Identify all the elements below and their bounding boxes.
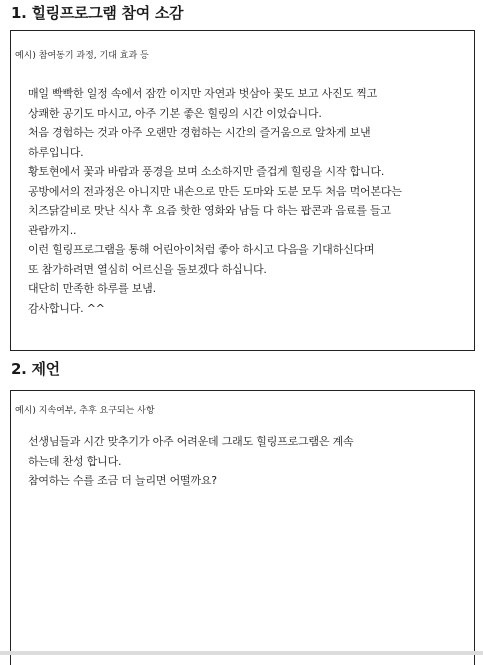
response-line: 또 참가하려면 열심히 어르신을 돌보겠다 하십니다. — [28, 262, 267, 276]
response-line: 감사합니다. ^^ — [28, 301, 105, 315]
section-2-response-text — [28, 432, 353, 491]
response-line: 이런 힐링프로그램을 통해 어린아이처럼 좋아 하시고 다음을 기대하신다며 — [28, 243, 375, 256]
section-2-response-box — [10, 390, 475, 665]
response-line: 상쾌한 공기도 마시고, 아주 기본 좋은 힐링의 시간 이었습니다. — [28, 106, 322, 120]
response-line: 선생님들과 시간 맞추기가 아주 어려운데 그래도 힐링프로그램은 계속 — [28, 435, 354, 448]
response-line: 하는데 찬성 합니다. — [28, 454, 122, 468]
response-line: 관람까지.. — [28, 223, 77, 237]
page-bottom-edge — [0, 651, 483, 655]
section-2-heading: 2. 제언 — [11, 360, 60, 378]
response-line: 참여하는 수를 조금 더 늘리면 어떨까요? — [28, 474, 217, 487]
section-1-response-box — [10, 30, 475, 351]
section-1-heading: 1. 힐링프로그램 참여 소감 — [11, 4, 184, 22]
response-line: 하루입니다. — [28, 145, 84, 159]
response-line: 치즈닭갈비로 맛난 식사 후 요즘 핫한 영화와 남들 다 하는 팝콘과 음료를 들고 — [28, 204, 391, 217]
section-1-response-text — [28, 84, 402, 318]
response-line: 대단히 만족한 하루를 보냄. — [28, 282, 156, 295]
response-line: 매일 빡빡한 일정 속에서 잠깐 이지만 자연과 벗삼아 꽃도 보고 사진도 찍고 — [28, 87, 378, 100]
section-1-example-hint: 예시) 참여동기 과정, 기대 효과 등 — [15, 51, 149, 61]
response-line: 황토현에서 꽃과 바람과 풍경을 보며 소소하지만 즐겁게 힐링을 시작 합니다. — [28, 165, 385, 178]
response-line: 공방에서의 전과정은 아니지만 내손으로 만든 도마와 도분 모두 처음 먹어본다는 — [28, 184, 402, 198]
section-2-example-hint: 예시) 지속여부, 추후 요구되는 사항 — [15, 406, 155, 416]
response-line: 처음 경험하는 것과 아주 오랜만 경험하는 시간의 즐거움으로 알차게 보낸 — [28, 126, 371, 139]
